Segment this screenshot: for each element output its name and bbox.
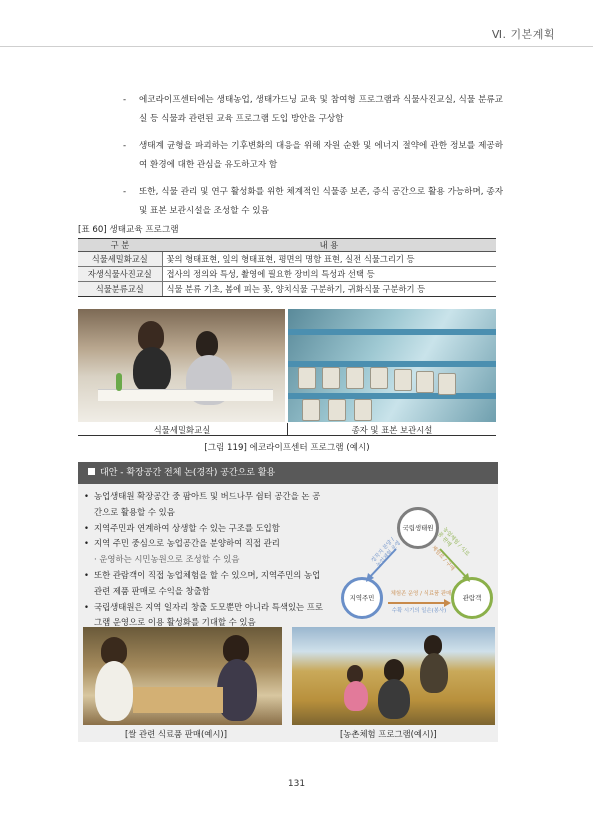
arrow-label-bottom: 체험존 운영 / 식료품 판매 (390, 591, 452, 597)
arrow-label-left: 경작지 분양 / 농업체험 운영 (370, 536, 403, 569)
cycle-diagram (336, 497, 496, 627)
photo-caption-bar (78, 423, 496, 436)
bullet-item: - 에코라이프센터에는 생태농업, 생태가드닝 교육 및 참여형 프로그램과 식물사진교실, 식물 분류교실 등 식물과 관련된 교육 프로그램 도입 방안을 구상함 (123, 95, 503, 124)
bullet-item: - 생태계 균형을 파괴하는 기후변화의 대응을 위해 자원 순환 및 에너지 절약에 관한 정보를 제공하여 환경에 대한 관심을 유도하고자 함 (123, 141, 503, 170)
farm-experience-photo (292, 627, 495, 725)
drawing-class-photo (78, 309, 285, 422)
program-table (78, 238, 496, 297)
arrow-label-bottom-2: 수확 시기의 일손(봉사) (391, 608, 447, 614)
table-header: 구 분 (78, 239, 162, 252)
square-icon (88, 468, 95, 475)
arrow-label-right: 농업체험 / 식료품 판매 (436, 526, 471, 558)
list-item: • 국립생태원은 지역 일자리 창출 도모뿐만 아니라 특색있는 프로그램 운영으로 이용 활성화를 기대할 수 있음 (84, 601, 323, 628)
photo-caption-rice: [쌀 관련 식료품 판매(예시)] (125, 729, 227, 739)
seed-storage-photo (288, 309, 496, 422)
header-divider (0, 46, 593, 47)
list-item: • 지역주민과 연계하여 상생할 수 있는 구조를 도입함 (84, 522, 280, 533)
alternative-list (84, 489, 324, 631)
table-row: 식물세밀화교실 꽃의 형태표현, 잎의 형태표현, 평면의 명함 표현, 실전 식물그리기 등 (78, 252, 496, 267)
node-visitors: 관람객 (451, 577, 493, 619)
list-item: • 또한 관람객이 직접 농업체험을 할 수 있으며, 지역주민의 농업 관련 제품 판매로 수익을 창출함 (84, 569, 321, 596)
page-number: 131 (287, 779, 306, 789)
table-row: 자생식물사진교실 접사의 정의와 특성, 촬영에 필요한 장비의 특성과 선택 등 (78, 267, 496, 282)
node-ecological-institute: 국립생태원 (397, 507, 439, 549)
table-row: 식물분류교실 식물 분류 기초, 봄에 피는 꽃, 양치식물 구분하기, 귀화식물 구분하기 등 (78, 282, 496, 297)
list-subitem: · 운영하는 시민농원으로 조성할 수 있음 (94, 554, 240, 565)
page-header (0, 0, 593, 47)
photo-caption-left: 식물세밀화교실 (153, 425, 211, 435)
intro-bullets (123, 91, 503, 229)
figure-caption: [그림 119] 에코라이프센터 프로그램 (예시) (204, 443, 370, 453)
photo-caption-right: 종자 및 표본 보관시설 (351, 425, 433, 435)
table-header: 내 용 (162, 239, 496, 252)
alternative-box (78, 462, 498, 742)
list-item: • 지역 주민 중심으로 농업공간을 분양하여 직접 관리 (84, 538, 280, 549)
table-caption: [표 60] 생태교육 프로그램 (78, 225, 179, 235)
rice-food-sale-photo (83, 627, 282, 725)
node-residents: 지역주민 (341, 577, 383, 619)
arrow-label-right-2: 체험료 / 구매 (430, 544, 456, 573)
photo-caption-farm: [농촌체험 프로그램(예시)] (340, 729, 437, 739)
box-title: 대안 - 확장공간 전체 논(경작) 공간으로 활용 (78, 462, 498, 484)
list-item: • 농업생태원 확장공간 중 팜아트 및 버드나무 쉼터 공간을 논 공간으로 활용할 수 있음 (84, 491, 321, 517)
bullet-item: - 또한, 식물 관리 및 연구 활성화를 위한 체계적인 식물종 보존, 증식 공간으로 활용 가능하며, 종자 및 표본 보관시설을 조성할 수 있음 (123, 187, 503, 216)
chapter-title: Ⅵ. 기본계획 (491, 28, 555, 41)
